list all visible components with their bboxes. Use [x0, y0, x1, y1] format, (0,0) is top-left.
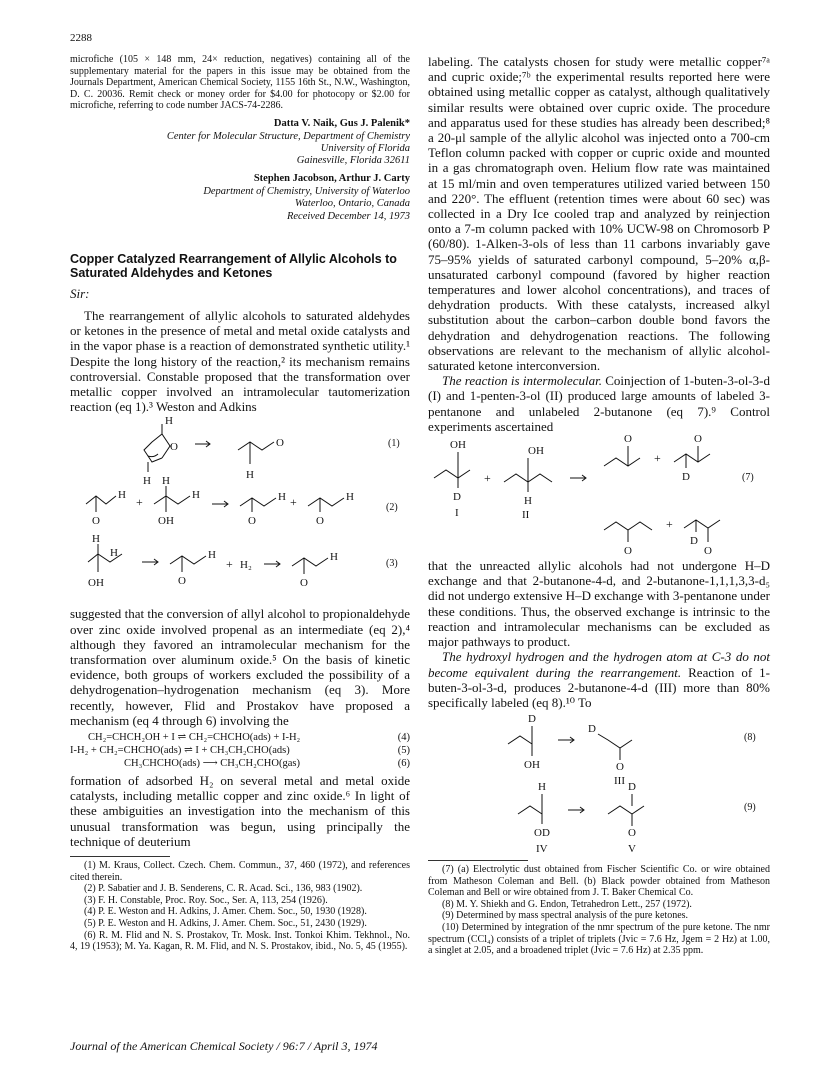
left-column — [70, 54, 410, 953]
scheme-eq8-9 — [428, 710, 770, 856]
paragraph-3: formation of adsorbed H₂ on several metal and metal oxide catalysts, including metallic copper and zinc oxide.⁶ In light of these ambiguities an investigation into the mechanism of this unusual transformation was begun, using principally the technique of deuterium — [70, 773, 410, 849]
affiliation-1-line-2: University of Florida — [320, 142, 410, 154]
eq5: I-H₂ + CH₂=CHCHO(ads) ⇌ I + CH₃CH₂CHO(ads) — [70, 745, 290, 757]
eq1-h-top: H — [165, 415, 173, 428]
eq2-o-1: O — [92, 515, 100, 528]
eq2-h-4: H — [278, 491, 286, 504]
eq7-h: H — [524, 495, 532, 508]
paragraph-6: that the unreacted allylic alcohols had not undergone H–D exchange and that 2-butanone-4-d, and 2-butanone-1,1,1,3,3-d₅ did not undergo extensive H–D exchange with 3-pentanone under these conditions. Thus, the observed exchange is intrinsic to the reaction and intramolecular mechanisms can be excluded as major pathways to product. — [428, 558, 770, 650]
eq1-scheme — [143, 415, 400, 487]
journal-footer: Journal of the American Chemical Society / 96:7 / April 3, 1974 — [70, 1039, 378, 1053]
eq6-number: (6) — [397, 758, 410, 770]
footnotes-left — [70, 860, 410, 953]
eq7-o-2: O — [694, 434, 702, 446]
page-number: 2288 — [70, 32, 92, 44]
received-date: Received December 14, 1973 — [286, 210, 410, 222]
eq7-label-II: II — [522, 509, 530, 522]
eq3-h-4: H — [330, 551, 338, 564]
author-line-1: Datta V. Naik, Gus J. Palenik* — [273, 117, 410, 129]
footnote-rule-left — [70, 856, 170, 857]
eq7-plus-3: + — [666, 517, 673, 532]
footnote-1: (1) M. Kraus, Collect. Czech. Chem. Commun., 37, 460 (1972), and references cited therein. — [70, 860, 410, 883]
eq2-h-2: H — [162, 475, 170, 488]
eq7-oh-2: OH — [528, 445, 544, 458]
footnote-6: (6) R. M. Flid and N. S. Prostakov, Tr. Mosk. Inst. Tonkoi Khim. Tekhnol., No. 4, 19 (1953); M. Ya. Kagan, R. M. Flid, and N. S. Prostakov, ibid., No. 5, 45 (1955). — [70, 929, 410, 953]
eq7-number: (7) — [742, 472, 754, 484]
eq3-oh: OH — [88, 577, 104, 590]
eq3-h-3: H — [208, 549, 216, 562]
eq2-oh: OH — [158, 515, 174, 528]
eq2-o-3: O — [316, 515, 324, 528]
eq7-d: D — [453, 491, 461, 504]
eq7-o-4: O — [704, 545, 712, 558]
footnote-8: (8) M. Y. Shiekh and G. Endon, Tetrahedron Lett., 257 (1972). — [442, 898, 692, 910]
eq9-label-IV: IV — [536, 843, 548, 856]
eq8-oh: OH — [524, 759, 540, 772]
paragraph-5-lead: The reaction is intermolecular. — [442, 373, 602, 389]
eq9-od: OD — [534, 827, 550, 840]
eq2-scheme — [86, 475, 398, 527]
eq1-h-bottom-right: H — [246, 469, 254, 482]
eq5-number: (5) — [397, 745, 410, 757]
paragraph-5 — [428, 373, 770, 434]
author-line-2: Stephen Jacobson, Arthur J. Carty — [253, 172, 410, 184]
eq9-o: O — [628, 827, 636, 840]
footnote-10: (10) Determined by integration of the nmr spectrum of the pure ketone. The nmr spectrum (CCl₄) consists of a triplet of triplets (Jvic = 7.6 Hz, Jgem = 2 Hz) at 1.00, a singlet at 2.05, and a broadened triplet (Jvic = 7.6 Hz) at 2.35 ppm. — [428, 922, 770, 957]
eq7-label-I: I — [455, 507, 459, 520]
eq8-number: (8) — [744, 732, 756, 744]
eq2-h-3: H — [192, 489, 200, 502]
eq7-d-2: D — [682, 471, 690, 484]
eq1-number: (1) — [388, 438, 400, 450]
affiliation-1-line-3: Gainesville, Florida 32611 — [296, 154, 410, 166]
scheme-eq1-3 — [70, 414, 410, 606]
salutation: Sir: — [70, 285, 90, 301]
affiliation-2-line-1: Department of Chemistry, University of Waterloo — [203, 185, 410, 197]
eq9-d: D — [628, 781, 636, 794]
scheme-eq7 — [428, 434, 770, 558]
paragraph-4: labeling. The catalysts chosen for study were metallic copper⁷ᵃ and cupric oxide;⁷ᵇ the experimental results reported here were obtained using metallic copper as catalyst, although qualitatively similar results were obtained over cupric oxide. The procedure and apparatus used for these studies has already been described;⁸ a 20-μl sample of the allylic alcohol was injected onto a 700-cm Teflon column packed with copper or cupric oxide and mounted in a gas chromatograph oven. Helium flow rate was maintained at 15 ml/min and oven temperatures utilized varied between 150 and 220°. The effluent (retention times were about 60 sec) was collected in a Dry Ice cooled trap and analyzed by reinjection onto a 7-m column packed with 10% UCW-98 on Chromosorb P (60/80). 1-Alken-3-ols of less than 11 carbons invariably gave 75–95% yields of saturated carbonyl compound, 5–20% α,β-unsaturated carbonyl compound (favored by higher reaction temperatures and lower alcohol concentrations), and traces of dehydration products. With these catalysts, increased alkyl substitution about the carbon–carbon double bond favors the dehydration and dehydrogenation reactions. The following observations are relevant to the mechanism of allylic alcohol-saturated ketone interconversion. — [428, 54, 770, 374]
footnote-5: (5) P. E. Weston and H. Adkins, J. Amer. Chem. Soc., 51, 2430 (1929). — [84, 918, 367, 929]
right-column — [428, 54, 770, 957]
eq7-d-3: D — [690, 535, 698, 548]
eq7-o-3: O — [624, 545, 632, 558]
eq8-label-III: III — [614, 775, 625, 788]
article-title: Copper Catalyzed Rearrangement of Allylic Alcohols to Saturated Aldehydes and Ketones — [70, 251, 397, 280]
eq9-number: (9) — [744, 802, 756, 814]
eq3-number: (3) — [386, 558, 398, 570]
paragraph-7 — [428, 649, 770, 710]
eq7-oh-1: OH — [450, 439, 466, 452]
paragraph-1: The rearrangement of allylic alcohols to saturated aldehydes or ketones in the presence of metal and metal oxide catalysts and in the vapor phase is a reaction of demonstrated synthetic utility.¹ Despite the long history of the reaction,² its mechanism remains controversial. Constable proposed that the transformation over metallic copper involved an intramolecular tautomerization reaction (eq 1).³ Weston and Adkins — [70, 307, 410, 415]
paragraph-7-text: Reaction of 1-buten-3-ol-3-d, produces 2-butanone-4-d (III) more than 80% specifically labeled (eq 8).¹⁰ To — [428, 664, 770, 710]
eq2-number: (2) — [386, 502, 398, 514]
footnote-4: (4) P. E. Weston and H. Adkins, J. Amer. Chem. Soc., 50, 1930 (1928). — [84, 906, 367, 918]
eq4-number: (4) — [397, 732, 410, 744]
eq4-6-block — [70, 731, 410, 770]
eq3-scheme — [88, 533, 398, 589]
paragraph-7-lead: The hydroxyl hydrogen and the hydrogen atom at C-3 do not become equivalent during the rearrangement. — [428, 649, 770, 680]
eq8-d-1: D — [528, 713, 536, 726]
eq4: CH₂=CHCH₂OH + I ⇌ CH₂=CHCHO(ads) + I-H₂ — [88, 732, 301, 744]
eq6: CH₃CHCHO(ads) ⟶ CH₃CH₂CHO(gas) — [124, 758, 300, 770]
footnote-2: (2) P. Sabatier and J. B. Senderens, C. R. Acad. Sci., 136, 983 (1902). — [84, 883, 363, 895]
footnote-3: (3) F. H. Constable, Proc. Roy. Soc., Ser. A, 113, 254 (1926). — [84, 894, 328, 906]
affiliation-2-line-2: Waterloo, Ontario, Canada — [294, 197, 410, 209]
eq3-o-2: O — [300, 577, 308, 590]
paragraph-2: suggested that the conversion of allyl alcohol to propionaldehyde over zinc oxide involved propenal as an intermediate (eq 2),⁴ although they favored an intramolecular mechanism for the transformation over aluminum oxide.⁵ On the basis of kinetic evidence, both groups of workers excluded the possibility of a dehydrogenation–hydrogenation mechanism (eq 3). More recently, however, Flid and Prostakov have proposed a mechanism (eq 4 through 6) involving the — [70, 606, 410, 728]
eq2-o-2: O — [248, 515, 256, 528]
paragraph-5-text: Coinjection of 1-buten-3-ol-3-d (I) and 1-penten-3-ol (II) produced large amounts of labeled 3-pentanone and unlabeled 2-butanone (eq 7).⁹ Control experiments ascertained — [428, 373, 770, 434]
eq8-o: O — [616, 761, 624, 774]
eq3-o-1: O — [178, 575, 186, 588]
eq3-h2: H₂ — [240, 559, 252, 572]
eq7-plus-1: + — [484, 471, 491, 486]
eq3-plus: + — [226, 557, 233, 572]
footnote-9: (9) Determined by mass spectral analysis of the pure ketones. — [442, 910, 689, 922]
eq2-h-1: H — [118, 489, 126, 502]
footnote-7: (7) (a) Electrolytic dust obtained from Fischer Scientific Co. or wire obtained from Matheson Coleman and Bell. (b) Black powder obtained from Matheson Coleman and Bell or wire obtained from J. T. Baker Chemical Co. — [428, 864, 770, 899]
eq1-o-left: O — [170, 441, 178, 454]
eq3-h-1: H — [92, 533, 100, 546]
eq9-h: H — [538, 781, 546, 794]
eq2-h-5: H — [346, 491, 354, 504]
eq2-plus-2: + — [290, 495, 297, 510]
eq1-o-right: O — [276, 437, 284, 450]
eq7-o-1: O — [624, 434, 632, 446]
eq3-h-2: H — [110, 547, 118, 560]
eq7-plus-2: + — [654, 451, 661, 466]
eq9-label-V: V — [628, 843, 636, 856]
microfiche-note: microfiche (105 × 148 mm, 24× reduction, negatives) containing all of the supplementary material for the papers in this issue may be obtained from the Journals Department, American Chemical Society, 1155 16th St., N.W., Washington, D. C. 20036. Remit check or money order for $4.00 for photocopy or $2.00 for microfiche, referring to code number JACS-74-2286. — [70, 54, 410, 112]
affiliation-1-line-1: Center for Molecular Structure, Department of Chemistry — [166, 130, 410, 142]
footnotes-right — [428, 864, 770, 957]
eq1-h-bottom-left: H — [143, 475, 151, 488]
eq8-d-2: D — [588, 723, 596, 736]
footnote-rule-right — [428, 860, 528, 861]
eq2-plus-1: + — [136, 495, 143, 510]
